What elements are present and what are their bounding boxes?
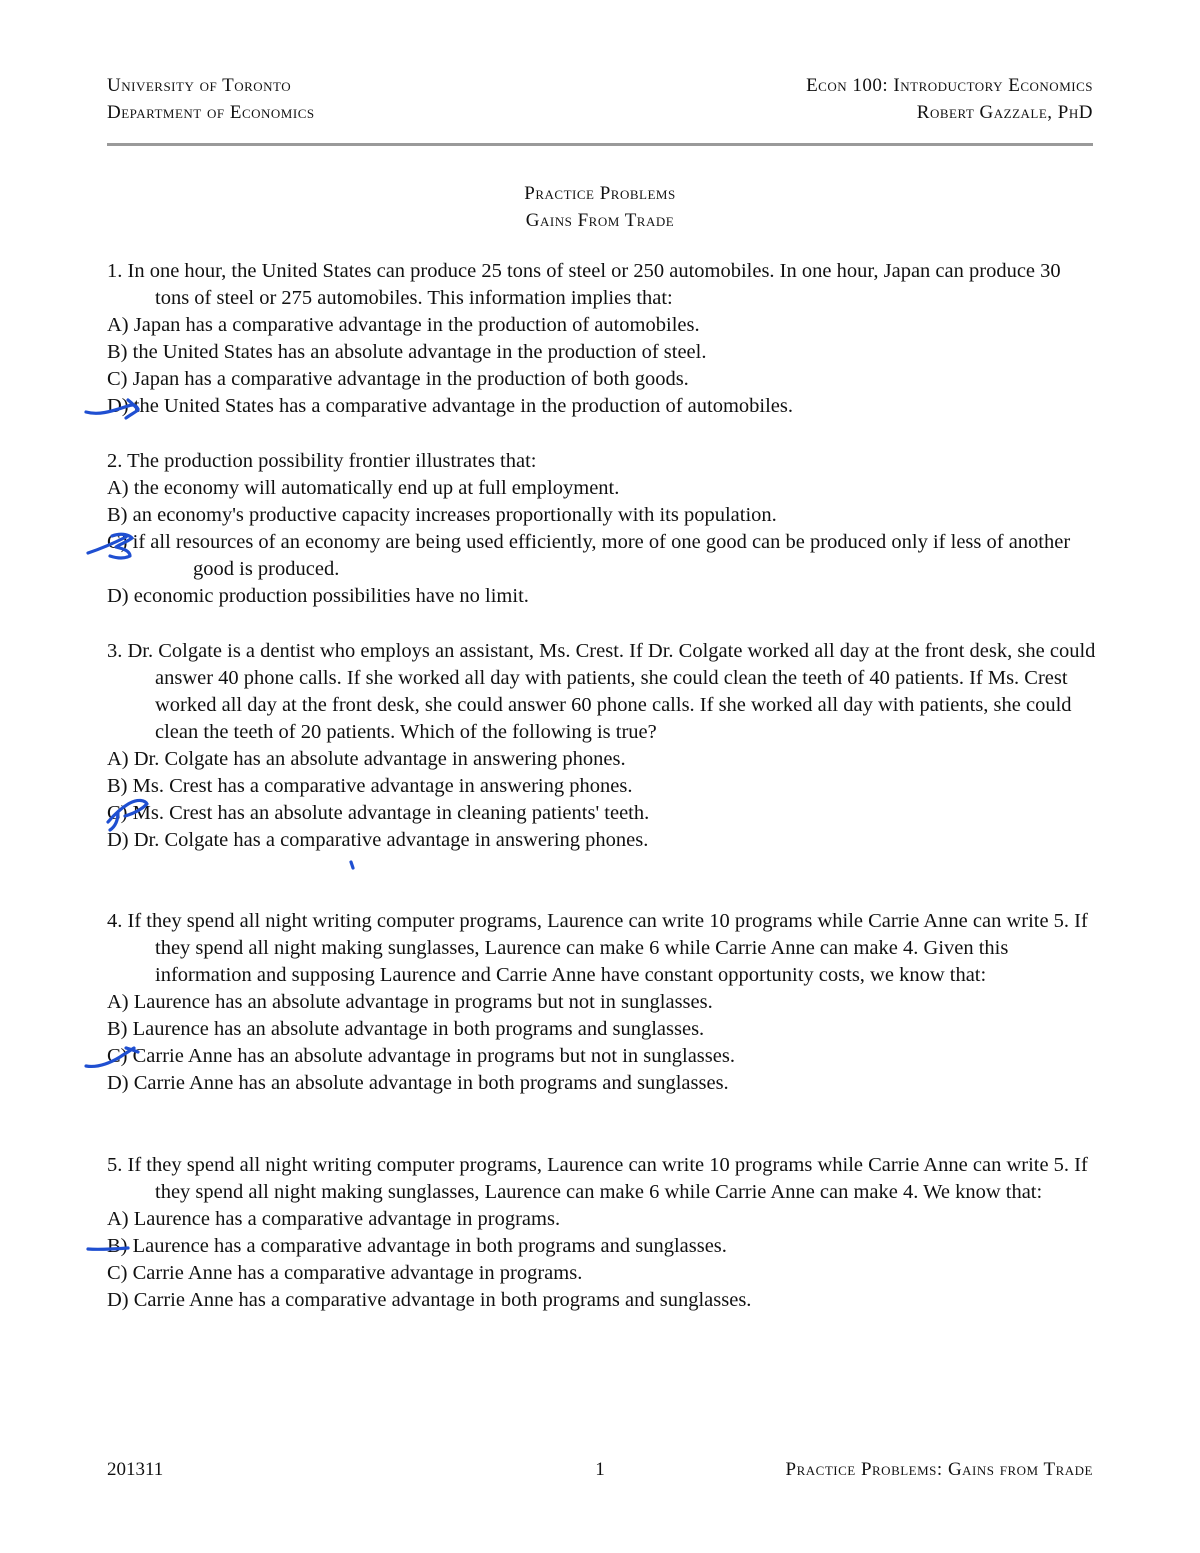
answer-option-c: C) Carrie Anne has a comparative advantage in programs. — [107, 1262, 583, 1284]
answer-option-d: D) Dr. Colgate has a comparative advantage in answering phones. — [107, 829, 649, 851]
answer-option-b: B) Ms. Crest has a comparative advantage in answering phones. — [107, 775, 633, 797]
question-stem: 4. If they spend all night writing computer programs, Laurence can write 10 programs while Carrie Anne can write 5. If they spend all night making sunglasses, Laurence can make 6 while Carrie Anne can make 4. Given this information and supposing Laurence and Carrie Anne have constant opportunity costs, we know that: — [107, 910, 1088, 986]
answer-option-d: D) the United States has a comparative advantage in the production of automobiles. — [107, 395, 793, 417]
footer-title: Practice Problems: Gains from Trade — [785, 1459, 1093, 1480]
answer-option-a: A) Japan has a comparative advantage in the production of automobiles. — [107, 314, 700, 336]
header-divider — [107, 143, 1093, 146]
answer-option-a: A) Laurence has a comparative advantage in programs. — [107, 1208, 561, 1230]
page-title: Practice Problems — [524, 183, 676, 204]
answer-option-c: C) Ms. Crest has an absolute advantage in cleaning patients' teeth. — [107, 802, 650, 824]
answer-option-a: A) Dr. Colgate has an absolute advantage in answering phones. — [107, 748, 626, 770]
page-footer — [107, 1459, 1093, 1486]
document-titles — [0, 180, 1200, 234]
question-3 — [107, 638, 1097, 854]
answer-option-b: B) Laurence has a comparative advantage in both programs and sunglasses. — [107, 1235, 727, 1257]
answer-option-c: C) if all resources of an economy are being used efficiently, more of one good can be produced only if less of another good is produced. — [107, 531, 1071, 580]
page-subtitle: Gains From Trade — [525, 210, 675, 231]
footer-date-code: 201311 — [107, 1459, 164, 1480]
answer-option-b: B) an economy's productive capacity increases proportionally with its population. — [107, 504, 777, 526]
department-name: Department of Economics — [107, 102, 315, 123]
answer-option-d: D) economic production possibilities have no limit. — [107, 585, 529, 607]
question-stem: 3. Dr. Colgate is a dentist who employs an assistant, Ms. Crest. If Dr. Colgate worked all day at the front desk, she could answer 40 phone calls. If she worked all day with patients, she could clean the teeth of 40 patients. If Ms. Crest worked all day at the front desk, she could answer 60 phone calls. If she worked all day with patients, she could clean the teeth of 20 patients. Which of the following is true? — [107, 640, 1096, 743]
question-stem: 1. In one hour, the United States can produce 25 tons of steel or 250 automobiles. In one hour, Japan can produce 30 tons of steel or 275 automobiles. This information implies that: — [107, 260, 1061, 309]
question-2 — [107, 448, 1097, 610]
instructor-name: Robert Gazzale, PhD — [916, 102, 1093, 123]
question-1 — [107, 258, 1097, 420]
header-right — [806, 72, 1093, 126]
question-stem: 5. If they spend all night writing computer programs, Laurence can write 10 programs while Carrie Anne can write 5. If they spend all night making sunglasses, Laurence can make 6 while Carrie Anne can make 4. We know that: — [107, 1154, 1088, 1203]
question-5 — [107, 1152, 1097, 1314]
page-number: 1 — [595, 1459, 605, 1480]
answer-option-c: C) Carrie Anne has an absolute advantage in programs but not in sunglasses. — [107, 1045, 735, 1067]
header-left — [107, 72, 315, 126]
answer-option-a: A) Laurence has an absolute advantage in programs but not in sunglasses. — [107, 991, 713, 1013]
university-name: University of Toronto — [107, 75, 292, 96]
question-stem: 2. The production possibility frontier illustrates that: — [107, 450, 537, 472]
answer-option-c: C) Japan has a comparative advantage in the production of both goods. — [107, 368, 689, 390]
answer-option-d: D) Carrie Anne has a comparative advantage in both programs and sunglasses. — [107, 1289, 752, 1311]
question-4 — [107, 908, 1097, 1097]
answer-option-a: A) the economy will automatically end up at full employment. — [107, 477, 620, 499]
answer-option-b: B) Laurence has an absolute advantage in both programs and sunglasses. — [107, 1018, 705, 1040]
course-name: Econ 100: Introductory Economics — [806, 75, 1093, 96]
answer-option-d: D) Carrie Anne has an absolute advantage in both programs and sunglasses. — [107, 1072, 729, 1094]
pen-mark-q3-tick — [351, 862, 353, 868]
answer-option-b: B) the United States has an absolute advantage in the production of steel. — [107, 341, 707, 363]
